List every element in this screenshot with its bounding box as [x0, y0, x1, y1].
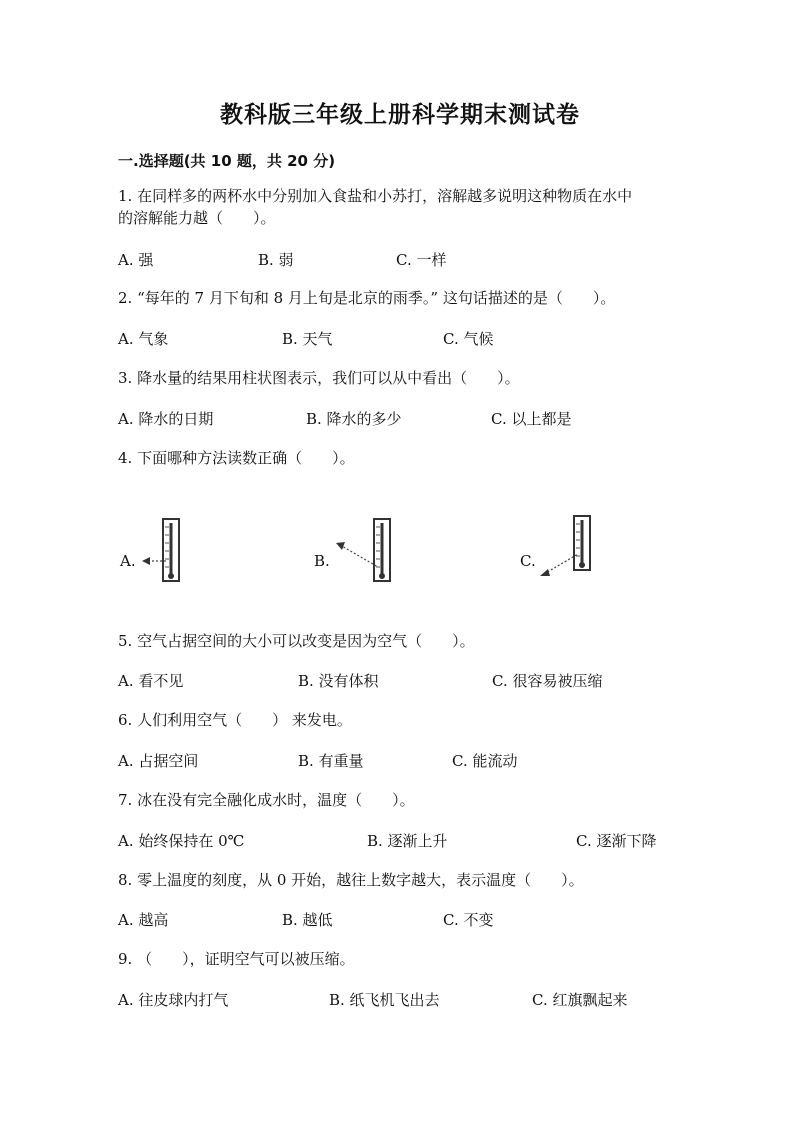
- question-3-option-c: C. 以上都是: [491, 410, 572, 428]
- page-title: 教科版三年级上册科学期末测试卷: [220, 101, 580, 128]
- question-4-option-b: B.: [314, 552, 330, 570]
- question-1-option-c: C. 一样: [396, 251, 447, 269]
- question-9-option-b: B. 纸飞机飞出去: [329, 991, 440, 1009]
- question-9-stem: 9. （ ），证明空气可以被压缩。: [118, 950, 355, 968]
- question-5-stem: 5. 空气占据空间的大小可以改变是因为空气（ ）。: [118, 632, 475, 650]
- question-1-option-b: B. 弱: [258, 251, 294, 269]
- thermometer-c-figure: [538, 514, 618, 582]
- question-4-stem: 4. 下面哪种方法读数正确（ ）。: [118, 449, 355, 467]
- question-9-option-c: C. 红旗飘起来: [532, 991, 628, 1009]
- question-4-option-c: C.: [520, 552, 536, 570]
- thermometer-a-figure: [138, 517, 208, 585]
- question-6-option-a: A. 占据空间: [118, 752, 199, 770]
- question-6-stem: 6. 人们利用空气（ ） 来发电。: [118, 711, 352, 729]
- question-8-option-b: B. 越低: [282, 911, 333, 929]
- section-heading: 一.选择题(共 10 题，共 20 分): [118, 152, 336, 170]
- question-3-option-a: A. 降水的日期: [118, 410, 214, 428]
- question-8-option-a: A. 越高: [118, 911, 169, 929]
- thermometer-b-figure: [332, 515, 412, 585]
- question-2-option-a: A. 气象: [118, 330, 169, 348]
- question-9-option-a: A. 往皮球内打气: [118, 991, 229, 1009]
- question-6-option-c: C. 能流动: [452, 752, 518, 770]
- question-2-stem: 2. “每年的 7 月下旬和 8 月上旬是北京的雨季。” 这句话描述的是（ ）。: [118, 289, 616, 307]
- question-1-option-a: A. 强: [118, 251, 154, 269]
- question-6-option-b: B. 有重量: [298, 752, 364, 770]
- question-5-option-a: A. 看不见: [118, 672, 184, 690]
- question-8-option-c: C. 不变: [443, 911, 494, 929]
- question-7-option-b: B. 逐渐上升: [367, 832, 448, 850]
- question-4-option-a: A.: [120, 552, 136, 570]
- question-7-option-c: C. 逐渐下降: [576, 832, 657, 850]
- question-7-stem: 7. 冰在没有完全融化成水时，温度（ ）。: [118, 791, 415, 809]
- question-5-option-c: C. 很容易被压缩: [492, 672, 603, 690]
- question-1-stem-line-2: 的溶解能力越（ ）。: [118, 209, 276, 227]
- question-8-stem: 8. 零上温度的刻度，从 0 开始，越往上数字越大，表示温度（ ）。: [118, 871, 584, 889]
- question-3-stem: 3. 降水量的结果用柱状图表示，我们可以从中看出（ ）。: [118, 369, 520, 387]
- question-7-option-a: A. 始终保持在 0℃: [118, 832, 245, 850]
- question-1-stem-line-1: 1. 在同样多的两杯水中分别加入食盐和小苏打，溶解越多说明这种物质在水中: [118, 187, 633, 205]
- question-3-option-b: B. 降水的多少: [306, 410, 402, 428]
- question-2-option-b: B. 天气: [282, 330, 333, 348]
- question-5-option-b: B. 没有体积: [298, 672, 379, 690]
- question-2-option-c: C. 气候: [443, 330, 494, 348]
